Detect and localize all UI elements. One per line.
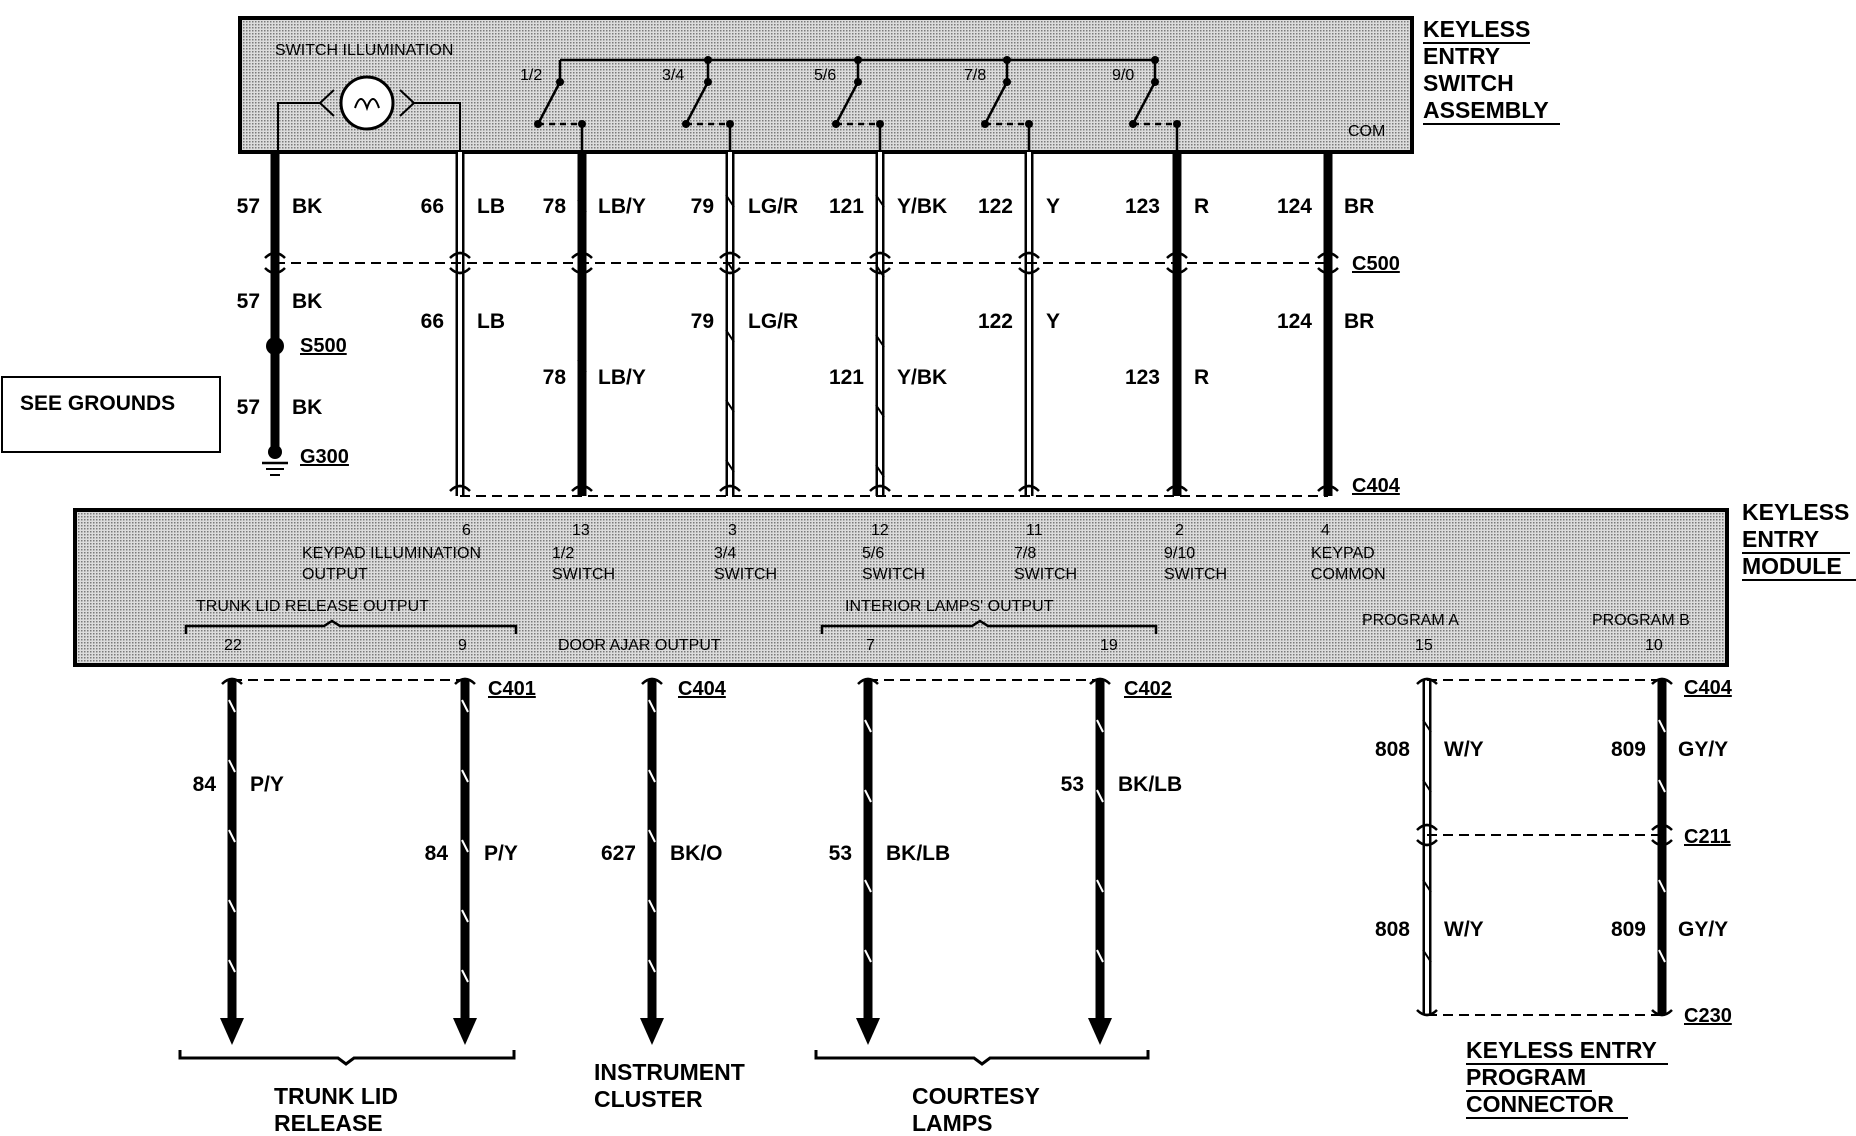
svg-text:3/4: 3/4 <box>714 545 737 562</box>
switch-label-4: 7/8 <box>964 67 987 84</box>
svg-text:79: 79 <box>690 195 714 218</box>
svg-text:124: 124 <box>1276 195 1312 218</box>
svg-text:123: 123 <box>1124 366 1160 389</box>
svg-text:GY/Y: GY/Y <box>1678 918 1729 941</box>
module-title-2: ENTRY <box>1742 526 1820 552</box>
svg-text:57: 57 <box>236 396 260 419</box>
svg-text:SWITCH: SWITCH <box>1014 566 1078 583</box>
svg-text:7: 7 <box>866 637 875 654</box>
svg-text:SWITCH: SWITCH <box>714 566 778 583</box>
svg-text:122: 122 <box>977 195 1013 218</box>
svg-text:809: 809 <box>1610 738 1646 761</box>
svg-text:SWITCH: SWITCH <box>862 566 926 583</box>
svg-text:7/8: 7/8 <box>1014 545 1037 562</box>
switch-assembly-title-2: ENTRY <box>1423 43 1501 69</box>
com-label: COM <box>1348 123 1386 140</box>
c401-label: C401 <box>488 678 536 700</box>
svg-text:57: 57 <box>236 290 260 313</box>
svg-text:KEYPAD: KEYPAD <box>1311 545 1375 562</box>
svg-text:BK/O: BK/O <box>670 842 723 865</box>
svg-text:1/2: 1/2 <box>552 545 575 562</box>
dest-trunk-1: TRUNK LID <box>274 1083 398 1109</box>
module-title-1: KEYLESS <box>1742 499 1850 525</box>
bottom-wires <box>220 679 1112 1045</box>
c404-program-label: C404 <box>1684 677 1732 699</box>
wire-labels-row2 <box>237 290 1375 419</box>
svg-text:5/6: 5/6 <box>862 545 885 562</box>
switch-label-3: 5/6 <box>814 67 837 84</box>
svg-text:Y/BK: Y/BK <box>897 195 948 218</box>
c211-label: C211 <box>1684 826 1731 848</box>
bottom-wire-labels <box>193 773 1183 865</box>
svg-text:OUTPUT: OUTPUT <box>302 566 368 583</box>
svg-text:3: 3 <box>728 522 737 539</box>
svg-text:11: 11 <box>1026 522 1043 539</box>
switch-assembly-title-1: KEYLESS <box>1423 16 1531 42</box>
svg-text:LB: LB <box>477 310 505 333</box>
wire-labels-row1 <box>237 195 1375 218</box>
dest-lamps-1: COURTESY <box>912 1083 1040 1109</box>
c402-label: C402 <box>1124 678 1172 700</box>
svg-text:121: 121 <box>828 195 864 218</box>
svg-text:LG/R: LG/R <box>748 310 799 333</box>
svg-text:P/Y: P/Y <box>484 842 518 865</box>
c500-label: C500 <box>1352 253 1400 275</box>
dest-program-2: PROGRAM <box>1466 1064 1587 1090</box>
switch-label-1: 1/2 <box>520 67 543 84</box>
svg-text:BK: BK <box>292 290 323 313</box>
c404-top-label: C404 <box>1352 475 1400 497</box>
connector-c404-top <box>450 475 1401 497</box>
svg-text:DOOR AJAR OUTPUT: DOOR AJAR OUTPUT <box>558 637 721 654</box>
svg-text:BK/LB: BK/LB <box>1118 773 1183 796</box>
switch-illumination-label: SWITCH ILLUMINATION <box>275 42 454 59</box>
see-grounds-label: SEE GROUNDS <box>20 392 176 415</box>
svg-text:53: 53 <box>1060 773 1084 796</box>
svg-text:4: 4 <box>1321 522 1330 539</box>
svg-text:BK: BK <box>292 396 323 419</box>
svg-text:123: 123 <box>1124 195 1160 218</box>
svg-text:627: 627 <box>600 842 636 865</box>
svg-text:LB/Y: LB/Y <box>598 366 646 389</box>
svg-text:SWITCH: SWITCH <box>552 566 616 583</box>
svg-text:COMMON: COMMON <box>1311 566 1386 583</box>
svg-text:LB: LB <box>477 195 505 218</box>
svg-text:2: 2 <box>1175 522 1184 539</box>
svg-text:PROGRAM B: PROGRAM B <box>1592 612 1690 629</box>
svg-text:121: 121 <box>828 366 864 389</box>
svg-text:LB/Y: LB/Y <box>598 195 646 218</box>
svg-text:84: 84 <box>192 773 216 796</box>
dest-cluster-2: CLUSTER <box>594 1086 703 1112</box>
svg-text:LG/R: LG/R <box>748 195 799 218</box>
dest-program-3: CONNECTOR <box>1466 1091 1614 1117</box>
svg-text:BR: BR <box>1344 310 1375 333</box>
svg-text:78: 78 <box>542 366 566 389</box>
svg-text:13: 13 <box>572 522 590 539</box>
svg-text:22: 22 <box>224 637 242 654</box>
g300-label: G300 <box>300 446 349 468</box>
dest-lamps-2: LAMPS <box>912 1110 993 1136</box>
switch-label-5: 9/0 <box>1112 67 1135 84</box>
svg-text:BK: BK <box>292 195 323 218</box>
svg-text:124: 124 <box>1276 310 1312 333</box>
switch-assembly-box <box>240 18 1412 152</box>
switch-assembly-title-3: SWITCH <box>1423 70 1514 96</box>
svg-text:W/Y: W/Y <box>1444 918 1484 941</box>
dest-program-1: KEYLESS ENTRY <box>1466 1037 1657 1063</box>
s500-label: S500 <box>300 335 347 357</box>
svg-text:P/Y: P/Y <box>250 773 284 796</box>
dest-cluster-1: INSTRUMENT <box>594 1059 745 1085</box>
c404-cluster-label: C404 <box>678 678 726 700</box>
svg-text:66: 66 <box>420 195 444 218</box>
dest-trunk-2: RELEASE <box>274 1110 383 1136</box>
svg-text:15: 15 <box>1415 637 1433 654</box>
svg-text:808: 808 <box>1374 918 1410 941</box>
svg-text:6: 6 <box>462 522 471 539</box>
module-title-3: MODULE <box>1742 553 1842 579</box>
svg-text:10: 10 <box>1645 637 1663 654</box>
svg-text:R: R <box>1194 195 1210 218</box>
svg-text:78: 78 <box>542 195 566 218</box>
svg-text:INTERIOR LAMPS' OUTPUT: INTERIOR LAMPS' OUTPUT <box>845 598 1054 615</box>
switch-assembly-title-4: ASSEMBLY <box>1423 97 1549 123</box>
svg-text:Y: Y <box>1046 195 1061 218</box>
svg-text:9/10: 9/10 <box>1164 545 1196 562</box>
svg-text:Y/BK: Y/BK <box>897 366 948 389</box>
svg-text:84: 84 <box>424 842 448 865</box>
svg-text:9: 9 <box>458 637 467 654</box>
svg-text:66: 66 <box>420 310 444 333</box>
svg-text:122: 122 <box>977 310 1013 333</box>
program-wires <box>1417 679 1672 1015</box>
svg-text:53: 53 <box>828 842 852 865</box>
svg-text:57: 57 <box>236 195 260 218</box>
c230-label: C230 <box>1684 1005 1732 1027</box>
svg-text:W/Y: W/Y <box>1444 738 1484 761</box>
svg-text:79: 79 <box>690 310 714 333</box>
svg-text:12: 12 <box>871 522 889 539</box>
svg-text:809: 809 <box>1610 918 1646 941</box>
svg-text:GY/Y: GY/Y <box>1678 738 1729 761</box>
svg-text:TRUNK LID RELEASE OUTPUT: TRUNK LID RELEASE OUTPUT <box>196 598 429 615</box>
connector-c500 <box>265 253 1400 275</box>
svg-text:BR: BR <box>1344 195 1375 218</box>
svg-text:PROGRAM A: PROGRAM A <box>1362 612 1459 629</box>
svg-text:SWITCH: SWITCH <box>1164 566 1228 583</box>
svg-text:KEYPAD ILLUMINATION: KEYPAD ILLUMINATION <box>302 545 481 562</box>
svg-text:19: 19 <box>1100 637 1118 654</box>
keyless-entry-module-box <box>75 510 1727 665</box>
svg-text:808: 808 <box>1374 738 1410 761</box>
svg-text:R: R <box>1194 366 1210 389</box>
switch-label-2: 3/4 <box>662 67 685 84</box>
svg-text:Y: Y <box>1046 310 1061 333</box>
svg-text:BK/LB: BK/LB <box>886 842 951 865</box>
